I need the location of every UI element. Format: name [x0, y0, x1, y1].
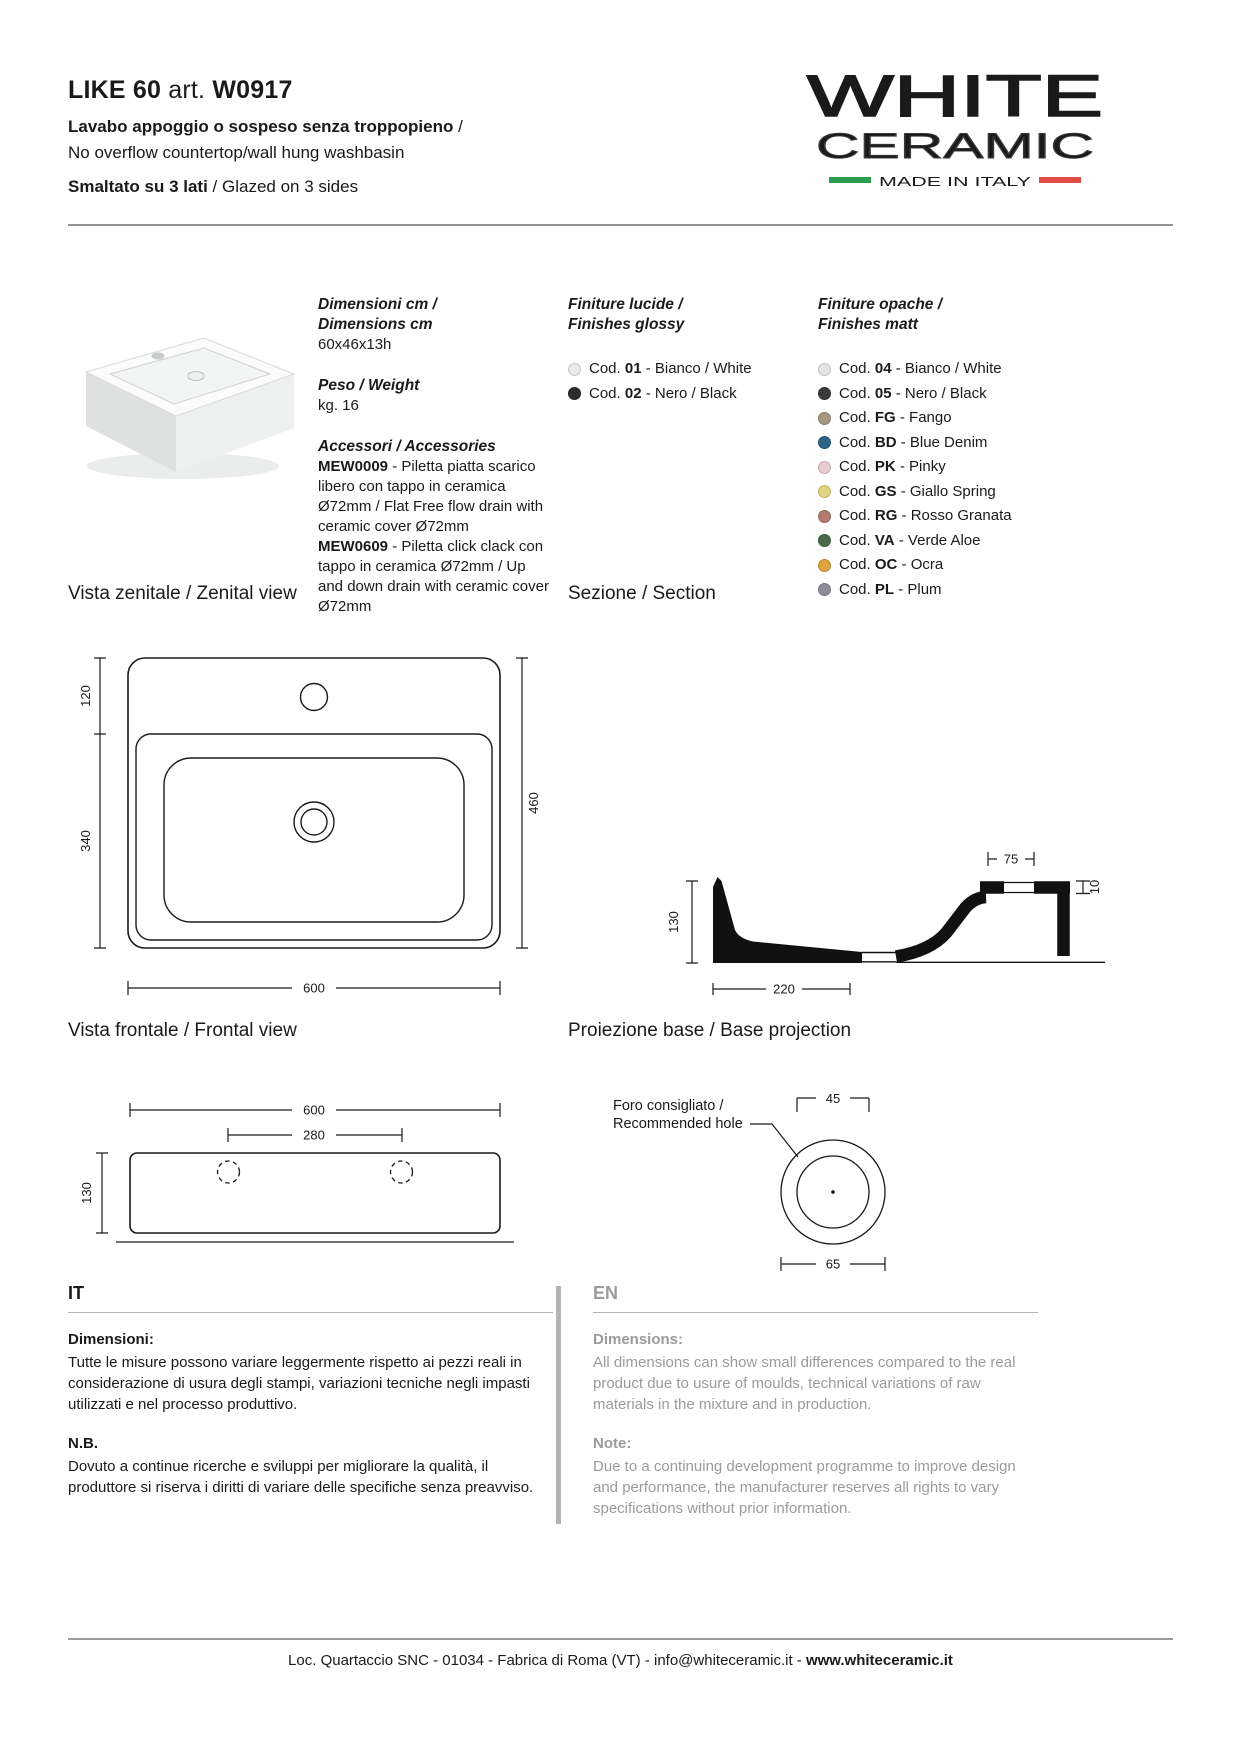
logo-white-text: WHITE: [807, 64, 1103, 129]
lang-label-it: IT: [68, 1283, 84, 1303]
spec-column: [318, 295, 550, 617]
color-swatch: [818, 534, 831, 547]
zenital-view-title: Vista zenitale / Zenital view: [68, 583, 297, 604]
leader-line: [750, 1124, 798, 1157]
company-address: Loc. Quartaccio SNC - 01034 - Fabrica di Roma (VT) - info@whiteceramic.it - www.whiteceramic.it: [288, 1652, 953, 1669]
dim-label: 280: [303, 1127, 325, 1143]
dim-label: 75: [1003, 851, 1019, 867]
base-projection-drawing: [600, 1072, 1040, 1287]
frontal-view-title: Vista frontale / Frontal view: [68, 1020, 297, 1041]
dim-label: 600: [303, 980, 325, 996]
basin-faucet-hole: [152, 353, 165, 360]
subtitle-en: No overflow countertop/wall hung washbasin: [68, 143, 405, 162]
finish-option: Cod. 01 - Bianco / White: [568, 359, 808, 379]
drain-outer: [294, 802, 334, 842]
divider: [593, 1312, 1038, 1313]
footer-en-column: EN Dimensions: All dimensions can show small differences compared to the real product due to usure of moulds, technical variations of raw materials in the mixture and in production. Note: Due to a continuing development programme to improve design and performance, the manufacturer reserves all rights to vary specifications without prior information.: [593, 1283, 1038, 1537]
color-swatch: [818, 412, 831, 425]
finish-option: Cod. 02 - Nero / Black: [568, 384, 808, 404]
finish-option: Cod. PK - Pinky: [818, 457, 1108, 477]
divider: [68, 1312, 553, 1313]
color-swatch: [568, 363, 581, 376]
finishes-matt-column: Finiture opache / Finishes matt Cod. 04 - Bianco / White Cod. 05 - Nero / Black Cod. FG - Fango Cod. BD - Blue Denim Cod. PK - Pinky Cod. GS - Giallo Spring Cod. RG - Rosso Granata Cod. VA - Verde Aloe Cod. OC - Ocra Cod. PL - Plum: [818, 295, 1108, 604]
color-swatch: [568, 387, 581, 400]
logo-ceramic-text: CERAMIC: [816, 127, 1094, 166]
color-swatch: [818, 436, 831, 449]
section-left-wall: [713, 877, 862, 963]
glaze-note: Smaltato su 3 lati / Glazed on 3 sides: [68, 177, 359, 196]
color-swatch: [818, 485, 831, 498]
weight-block: Peso / Weight kg. 16: [318, 376, 550, 416]
center-mark: [831, 1190, 835, 1194]
faucet-hole: [301, 684, 328, 711]
dim-label: 130: [666, 911, 681, 933]
art-label: art.: [168, 76, 206, 104]
website: www.whiteceramic.it: [805, 1652, 953, 1669]
weight-value: kg. 16: [318, 397, 359, 414]
product-photo-washbasin: [58, 300, 308, 495]
dimensions-value: 60x46x13h: [318, 336, 392, 353]
accessory-item: MEW0009 - Piletta piatta scarico libero con tappo in ceramica Ø72mm / Flat Free flow drain with ceramic cover Ø72mm: [318, 458, 544, 535]
drain-hole-dashed: [218, 1161, 240, 1183]
dim-label: 220: [773, 981, 795, 997]
finish-option: Cod. 04 - Bianco / White: [818, 359, 1108, 379]
finish-option: Cod. VA - Verde Aloe: [818, 531, 1108, 551]
flag-green-bar: [829, 177, 871, 183]
section-title: Sezione / Section: [568, 583, 716, 604]
hole-label-line2: Recommended hole: [613, 1116, 743, 1132]
drain-inner: [301, 809, 327, 835]
color-swatch: [818, 510, 831, 523]
lang-label-en: EN: [593, 1283, 619, 1303]
dim-label: 120: [78, 685, 93, 707]
dim-label: 600: [303, 1102, 325, 1118]
footer-vertical-divider: [556, 1286, 561, 1524]
color-swatch: [818, 461, 831, 474]
color-swatch: [818, 363, 831, 376]
art-code: W0917: [212, 76, 293, 104]
finish-option: Cod. PL - Plum: [818, 580, 1108, 600]
brand-logo: [795, 62, 1115, 200]
dim-label: 65: [825, 1256, 841, 1272]
footer-divider: [68, 1638, 1173, 1640]
finish-option: Cod. FG - Fango: [818, 408, 1108, 428]
finish-option: Cod. GS - Giallo Spring: [818, 482, 1108, 502]
finish-option: Cod. BD - Blue Denim: [818, 433, 1108, 453]
dimensions-block: Dimensioni cm / Dimensions cm 60x46x13h: [318, 295, 550, 355]
accessories-block: Accessori / Accessories MEW0009 - Piletta piatta scarico libero con tappo in ceramica Ø72mm / Flat Free flow drain with ceramic cover Ø72mm MEW0609 - Piletta click clack con tappo in ceramica Ø72mm / Up and down drain with ceramic cover Ø72mm: [318, 438, 549, 615]
accessory-item: MEW0609 - Piletta click clack con tappo in ceramica Ø72mm / Up and down drain with ceramic cover Ø72mm: [318, 538, 549, 615]
dim-label: 10: [1087, 879, 1102, 895]
subtitle-it: Lavabo appoggio o sospeso senza troppopieno: [68, 117, 454, 136]
dim-label: 340: [78, 830, 93, 852]
footer-it-column: IT Dimensioni: Tutte le misure possono variare leggermente rispetto ai pezzi reali in considerazione di usura degli stampi, variazioni tecniche negli impasti utilizzati e nel processo produttivo. N.B. Dovuto a continue ricerche e sviluppi per migliorare la qualità, il produttore si riserva i diritti di variare delle specifiche senza preavviso.: [68, 1283, 553, 1516]
section-drawing: [600, 735, 1120, 1015]
finish-option: Cod. OC - Ocra: [818, 555, 1108, 575]
basin-drain: [188, 372, 204, 381]
logo-tagline: MADE IN ITALY: [879, 175, 1033, 189]
dim-label: 45: [825, 1091, 841, 1106]
header-divider: [68, 224, 1173, 226]
dim-label: 130: [79, 1182, 94, 1204]
drain-hole-dashed: [391, 1161, 413, 1183]
dim-label: 460: [526, 792, 541, 814]
page-title: [68, 76, 293, 105]
finishes-glossy-column: Finiture lucide / Finishes glossy Cod. 01 - Bianco / White Cod. 02 - Nero / Black: [568, 295, 808, 408]
zenital-view-drawing: [70, 640, 550, 1010]
hole-label-line1: Foro consigliato /: [613, 1098, 724, 1114]
finish-option: Cod. 05 - Nero / Black: [818, 384, 1108, 404]
base-projection-title: Proiezione base / Base projection: [568, 1020, 852, 1041]
frontal-view-drawing: [70, 1085, 570, 1255]
product-subtitle: Lavabo appoggio o sospeso senza troppopieno / No overflow countertop/wall hung washbasin: [68, 114, 463, 166]
product-name: LIKE 60: [68, 76, 162, 104]
color-swatch: [818, 583, 831, 596]
finish-option: Cod. RG - Rosso Granata: [818, 506, 1108, 526]
color-swatch: [818, 387, 831, 400]
flag-red-bar: [1039, 177, 1081, 183]
color-swatch: [818, 559, 831, 572]
